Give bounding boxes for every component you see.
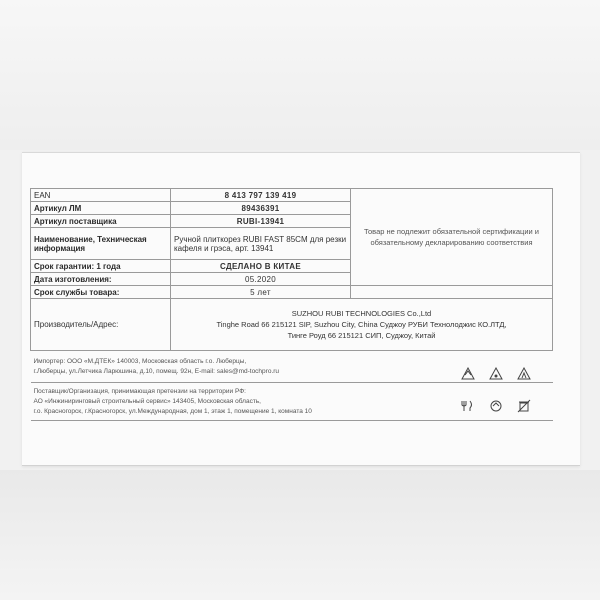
marking-icons: [460, 367, 540, 415]
made-in-value: СДЕЛАНО В КИТАЕ: [171, 260, 351, 273]
producer-line-3: Тинге Роуд 66 215121 СИП, Суджоу, Китай: [287, 331, 436, 340]
supplier-line-3: г.о. Красногорск, г.Красногорск, ул.Международная, дом 1, этаж 1, помещение 1, комната 10: [33, 407, 312, 415]
supplier-article-label: Артикул поставщика: [31, 215, 171, 228]
food-safe-icon: [460, 399, 476, 413]
manufacture-date-label: Дата изготовления:: [31, 273, 171, 286]
no-trash-icon: [516, 399, 532, 413]
name-value: Ручной плиткорез RUBI FAST 85CM для резки кафеля и грэса, арт. 13941: [171, 228, 351, 260]
mobius-icon: [488, 399, 504, 413]
article-lm-label: Артикул ЛМ: [31, 202, 171, 215]
producer-address: [171, 299, 553, 351]
service-life-label: Срок службы товара:: [31, 286, 171, 299]
warranty-label: Срок гарантии: 1 года: [31, 260, 171, 273]
row-producer: [31, 299, 553, 351]
recycle-icon: [516, 367, 532, 381]
producer-line-2: Tinghe Road 66 215121 SIP, Suzhou City, China Суджоу РУБИ Технолоджис КО.ЛТД,: [216, 320, 507, 329]
supplier-article-value: RUBI-13941: [171, 215, 351, 228]
importer-line-1: Импортер: ООО «М.ДТЕК» 140003, Московская область г.о. Люберцы,: [33, 357, 247, 365]
producer-line-1: SUZHOU RUBI TECHNOLOGIES Co.,Ltd: [291, 309, 432, 318]
ean-label: EAN: [31, 189, 171, 202]
recycle-icon: [488, 367, 504, 381]
name-label: Наименование, Техническая информация: [31, 228, 171, 260]
producer-label: Производитель/Адрес:: [31, 299, 171, 351]
manufacture-date-value: 05.2020: [171, 273, 351, 286]
background-top: [0, 0, 600, 150]
ean-value: 8 413 797 139 419: [171, 189, 351, 202]
importer-line-2: г.Люберцы, ул.Летчика Ларюшина, д.10, помещ. 92н, E-mail: sales@md-tochpro.ru: [33, 367, 280, 375]
recycle-icon: [460, 367, 476, 381]
background-bottom: [0, 470, 600, 600]
service-life-value: 5 лет: [171, 286, 351, 299]
supplier-line-1: Поставщик/Организация, принимающая претензии на территории РФ:: [33, 387, 246, 395]
row-service-life: [31, 286, 553, 299]
supplier-line-2: АО «Инжиниринговый строительный сервис» 143405, Московская область,: [33, 397, 261, 405]
row-ean: [31, 189, 553, 202]
certification-note: Товар не подлежит обязательной сертификации и обязательному декларированию соответствия: [351, 189, 553, 286]
article-lm-value: 89436391: [171, 202, 351, 215]
